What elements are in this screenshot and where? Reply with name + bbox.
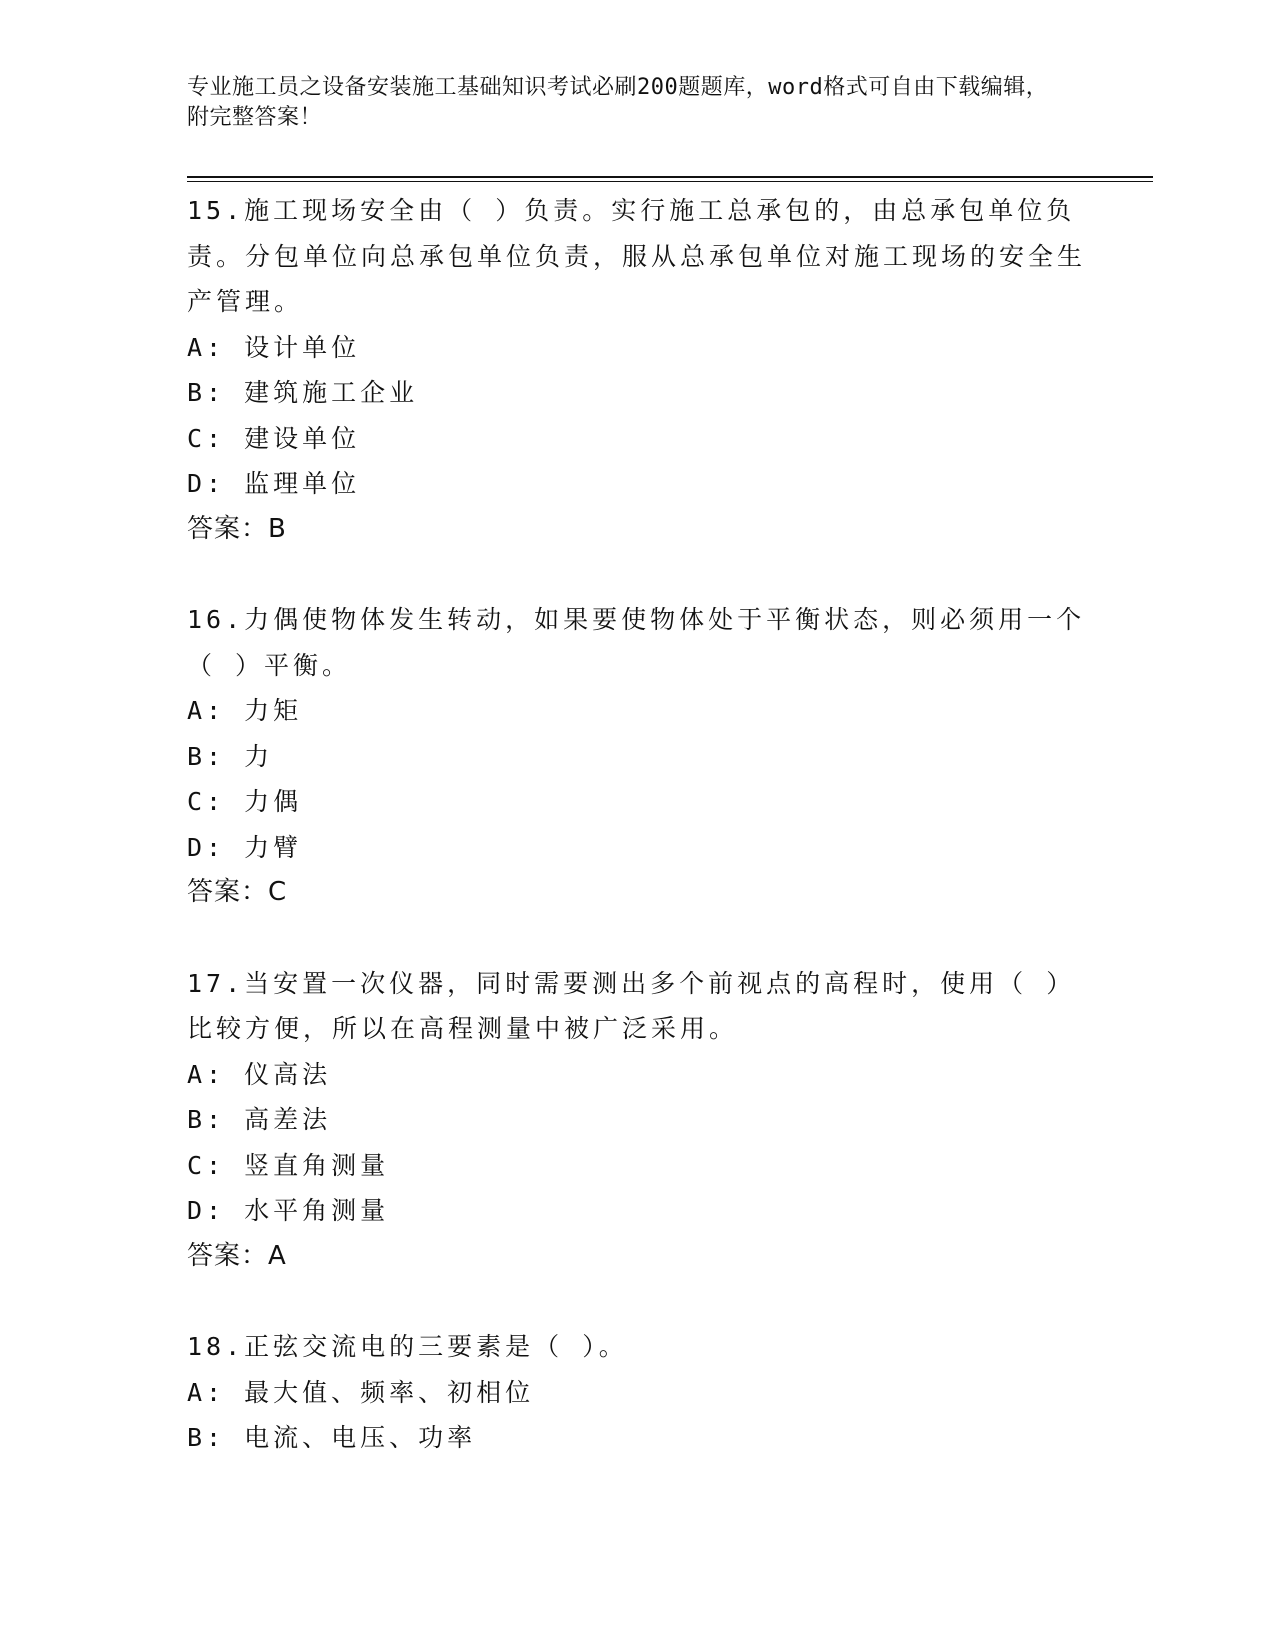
header-divider-thick: [187, 176, 1153, 178]
option-b: B: 力: [187, 741, 274, 771]
option-d: D: 水平角测量: [187, 1196, 390, 1225]
option-c: C: 竖直角测量: [187, 1150, 390, 1180]
option-a: A: 仪高法: [187, 1059, 332, 1089]
option-c: C: 建设单位: [187, 423, 361, 453]
answer-line: 答案：B: [187, 513, 287, 544]
question-18: [187, 1324, 1087, 1461]
option-a: A: 最大值、频率、初相位: [187, 1377, 535, 1407]
question-17: [187, 961, 1087, 1280]
option-d: D: 力臂: [187, 832, 303, 862]
question-text: 17.当安置一次仪器，同时需要测出多个前视点的高程时，使用（ ）比较方便，所以在高程测量中被广泛采用。: [187, 968, 1076, 1043]
option-b: B: 建筑施工企业: [187, 378, 419, 407]
option-a: A: 力矩: [187, 696, 303, 725]
header-divider-thin: [187, 181, 1153, 182]
option-d: D: 监理单位: [187, 469, 361, 498]
option-b: B: 高差法: [187, 1105, 332, 1134]
answer-line: 答案：A: [187, 1240, 287, 1271]
option-a: A: 设计单位: [187, 332, 361, 362]
question-15: [187, 188, 1087, 552]
answer-line: 答案：C: [187, 877, 288, 907]
option-b: B: 电流、电压、功率: [187, 1423, 477, 1452]
question-text: 16.力偶使物体发生转动，如果要使物体处于平衡状态，则必须用一个（ ）平衡。: [187, 605, 1086, 680]
question-text: 18.正弦交流电的三要素是（ ）。: [187, 1332, 628, 1361]
question-list: [187, 188, 1087, 1506]
question-text: 15.施工现场安全由（ ）负责。实行施工总承包的，由总承包单位负责。分包单位向总承包单位负责，服从总承包单位对施工现场的安全生产管理。: [187, 196, 1087, 316]
question-16: [187, 597, 1087, 916]
option-c: C: 力偶: [187, 787, 303, 816]
document-header: 专业施工员之设备安装施工基础知识考试必刷200题题库，word格式可自由下载编辑，附完整答案！: [187, 75, 1049, 130]
